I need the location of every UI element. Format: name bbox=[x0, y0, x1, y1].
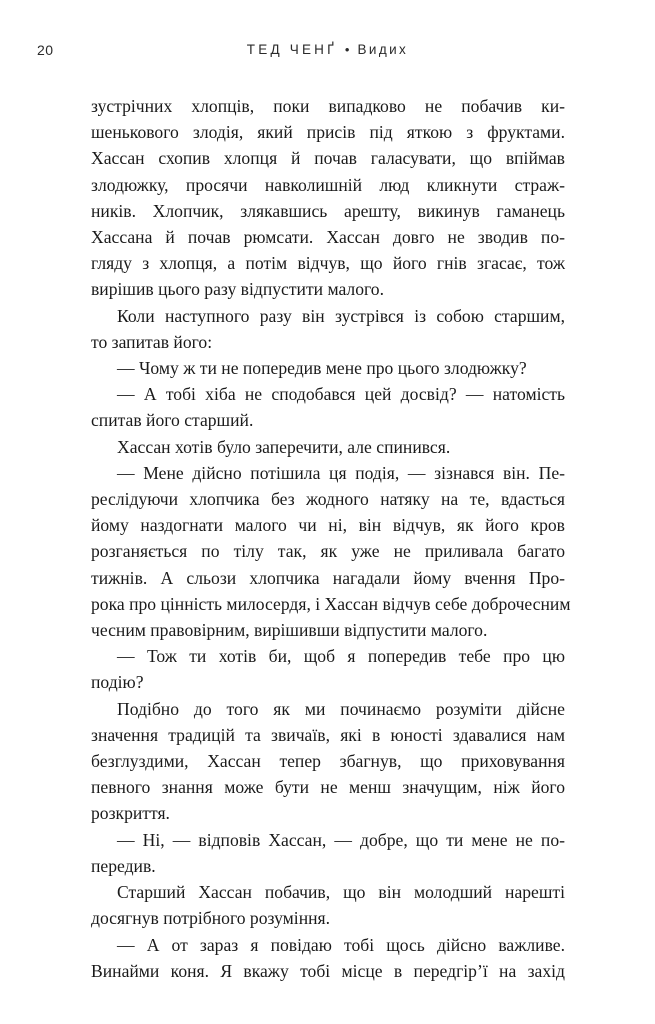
paragraph bbox=[91, 879, 565, 931]
text-line: Подібно до того як ми починаємо розуміти дійсне bbox=[117, 698, 565, 719]
text-line: — Мене дійсно потішила ця подія, — зізнався він. Пе- bbox=[117, 462, 565, 483]
text-line: значення традицій та звичаїв, які в юності здавалися нам bbox=[91, 724, 565, 745]
text-line: подію? bbox=[91, 672, 144, 693]
text-line: Хассан схопив хлопця й почав галасувати, що впіймав bbox=[91, 148, 565, 169]
text-line: — Чому ж ти не попередив мене про цього злодюжку? bbox=[117, 358, 527, 379]
page-number: 20 bbox=[37, 42, 54, 58]
text-line: шенькового злодія, який присів під яткою з фруктами. bbox=[91, 122, 565, 143]
text-line: гляду з хлопця, а потім відчув, що його гнів згасає, тож bbox=[91, 253, 565, 274]
text-line: певного знання може бути не менш значущим, ніж його bbox=[91, 777, 565, 798]
text-line: Коли наступного разу він зустрівся із собою старшим, bbox=[117, 305, 565, 326]
text-line: розкриття. bbox=[91, 803, 170, 824]
text-line: — Тож ти хотів би, щоб я попередив тебе про цю bbox=[117, 646, 565, 667]
text-line: рока про цінність милосердя, і Хассан відчув себе доброчесним bbox=[91, 593, 571, 614]
text-line: Винайми коня. Я вкажу тобі місце в передгір’ї на захід bbox=[91, 960, 565, 981]
paragraph bbox=[91, 696, 565, 827]
text-line: спитав його старший. bbox=[91, 410, 254, 431]
text-line: Хассан хотів було заперечити, але спинився. bbox=[117, 436, 451, 457]
paragraph bbox=[91, 643, 565, 695]
paragraph bbox=[91, 93, 565, 303]
paragraph bbox=[91, 381, 565, 433]
paragraph bbox=[91, 827, 565, 879]
text-line: — Ні, — відповів Хассан, — добре, що ти мене не по- bbox=[117, 829, 565, 850]
text-line: безглуздими, Хассан тепер збагнув, що приховування bbox=[91, 751, 565, 772]
text-line: передив. bbox=[91, 855, 156, 876]
running-header-book-title: Видих bbox=[357, 42, 409, 57]
paragraph bbox=[91, 932, 565, 984]
paragraph bbox=[91, 303, 565, 355]
running-header bbox=[0, 42, 655, 57]
paragraph bbox=[91, 460, 571, 643]
text-line: розганяється по тілу так, як уже не приливала багато bbox=[91, 541, 565, 562]
text-line: вирішив цього разу відпустити малого. bbox=[91, 279, 384, 300]
text-line: Хассана й почав рюмсати. Хассан довго не зводив по- bbox=[91, 227, 565, 248]
text-line: йому наздогнати малого чи ні, він відчув, як його кров bbox=[91, 515, 565, 536]
body-text bbox=[91, 93, 571, 984]
text-line: то запитав його: bbox=[91, 331, 213, 352]
paragraph bbox=[91, 355, 565, 381]
paragraph bbox=[91, 434, 565, 460]
text-line: чесним правовірним, вирішивши відпустити малого. bbox=[91, 620, 488, 641]
text-line: Старший Хассан побачив, що він молодший нарешті bbox=[117, 882, 565, 903]
running-header-separator: • bbox=[344, 42, 350, 57]
text-line: ників. Хлопчик, злякавшись арешту, викинув гаманець bbox=[91, 200, 565, 221]
running-header-author: ТЕД ЧЕНҐ bbox=[246, 42, 337, 57]
text-line: — А от зараз я повідаю тобі щось дійсно важливе. bbox=[117, 934, 565, 955]
text-line: зустрічних хлопців, поки випадково не побачив ки- bbox=[91, 96, 565, 116]
text-line: — А тобі хіба не сподобався цей досвід? — натомість bbox=[117, 384, 565, 405]
text-line: тижнів. А сльози хлопчика нагадали йому вчення Про- bbox=[91, 567, 565, 588]
text-line: злодюжку, просячи навколишній люд кликнути страж- bbox=[91, 174, 565, 195]
text-line: реслідуючи хлопчика без жодного натяку на те, вдасться bbox=[91, 489, 565, 510]
text-line: досягнув потрібного розуміння. bbox=[91, 908, 331, 929]
